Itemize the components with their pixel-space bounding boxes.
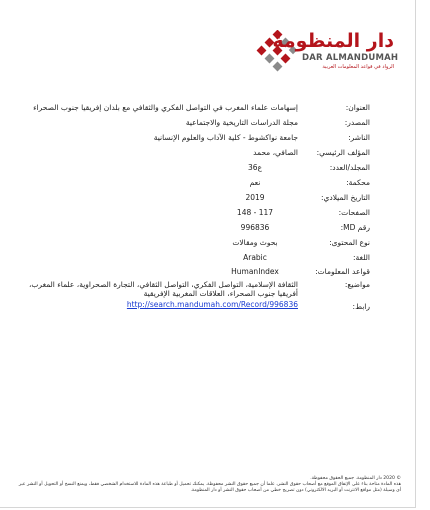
link-label: رابط: — [352, 302, 370, 311]
pages-value: 117 - 148 — [236, 208, 274, 217]
databases-value: HumanIndex — [231, 267, 279, 276]
content-type-value: بحوث ومقالات — [232, 238, 278, 247]
source-value: مجلة الدراسات التاريخية والاجتماعية — [185, 118, 298, 127]
databases-label: قواعد المعلومات: — [315, 267, 370, 276]
language-value: Arabic — [243, 253, 267, 262]
license-notice: هذه المادة متاحة بناء على الإتفاق الموقع مع أصحاب حقوق النشر، علما أن جميع حقوق النشر محفوظة. يمكنك تحميل أو طباعة هذه المادة للاستخدام الشخصي فقط، ويمنع النسخ أو التحويل أو النشر عبر أي وسيلة (مثل مواقع الانترنت أو البريد الالكتروني) دون تصريح خطي من أصحاب حقوق النشر أو دار المنظومة. — [18, 482, 401, 493]
content-type-label: نوع المحتوى: — [329, 238, 370, 247]
refereed-label: محكمة: — [346, 178, 370, 187]
md-id-label: رقم MD: — [340, 223, 370, 232]
volume-value: ع36 — [247, 163, 263, 172]
author-value: الصافي، محمد — [253, 148, 298, 157]
year-value: 2019 — [245, 193, 265, 202]
pages-label: الصفحات: — [338, 208, 370, 217]
publisher-label: الناشر: — [348, 133, 370, 142]
title-value: إسهامات علماء المغرب في التواصل الفكري والثقافي مع بلدان إفريقيا جنوب الصحراء — [33, 103, 298, 112]
copyright-line: © 2020 دار المنظومة. جميع الحقوق محفوظة. — [310, 476, 401, 481]
brand-tagline: الرواد في قواعد المعلومات العربية — [322, 64, 394, 70]
brand-name-arabic: دار المنظومة — [272, 30, 394, 52]
language-label: اللغة: — [352, 253, 370, 262]
source-label: المصدر: — [344, 118, 370, 127]
link-value — [28, 300, 298, 309]
subjects-label: مواضيع: — [344, 280, 370, 289]
md-id-value: 996836 — [240, 223, 270, 232]
refereed-value: نعم — [249, 178, 261, 187]
year-label: التاريخ الميلادي: — [320, 193, 370, 202]
copyright-footer — [15, 476, 401, 494]
record-link[interactable]: http://search.mandumah.com/Record/996836 — [126, 300, 298, 309]
subjects-value: الثقافة الإسلامية، التواصل الفكري، التواصل الثقافي، التجارة الصحراوية، علماء المغرب، أفريقيا جنوب الصحراء، العلاقات المغربية الإفريقية — [28, 280, 298, 298]
brand-name-english: DAR ALMANDUMAH — [302, 53, 399, 63]
title-label: العنوان: — [345, 103, 370, 112]
volume-label: المجلد/العدد: — [329, 163, 370, 172]
publisher-value: جامعة نواكشوط - كلية الآداب والعلوم الإنسانية — [153, 133, 298, 142]
author-label: المؤلف الرئيسي: — [316, 148, 370, 157]
